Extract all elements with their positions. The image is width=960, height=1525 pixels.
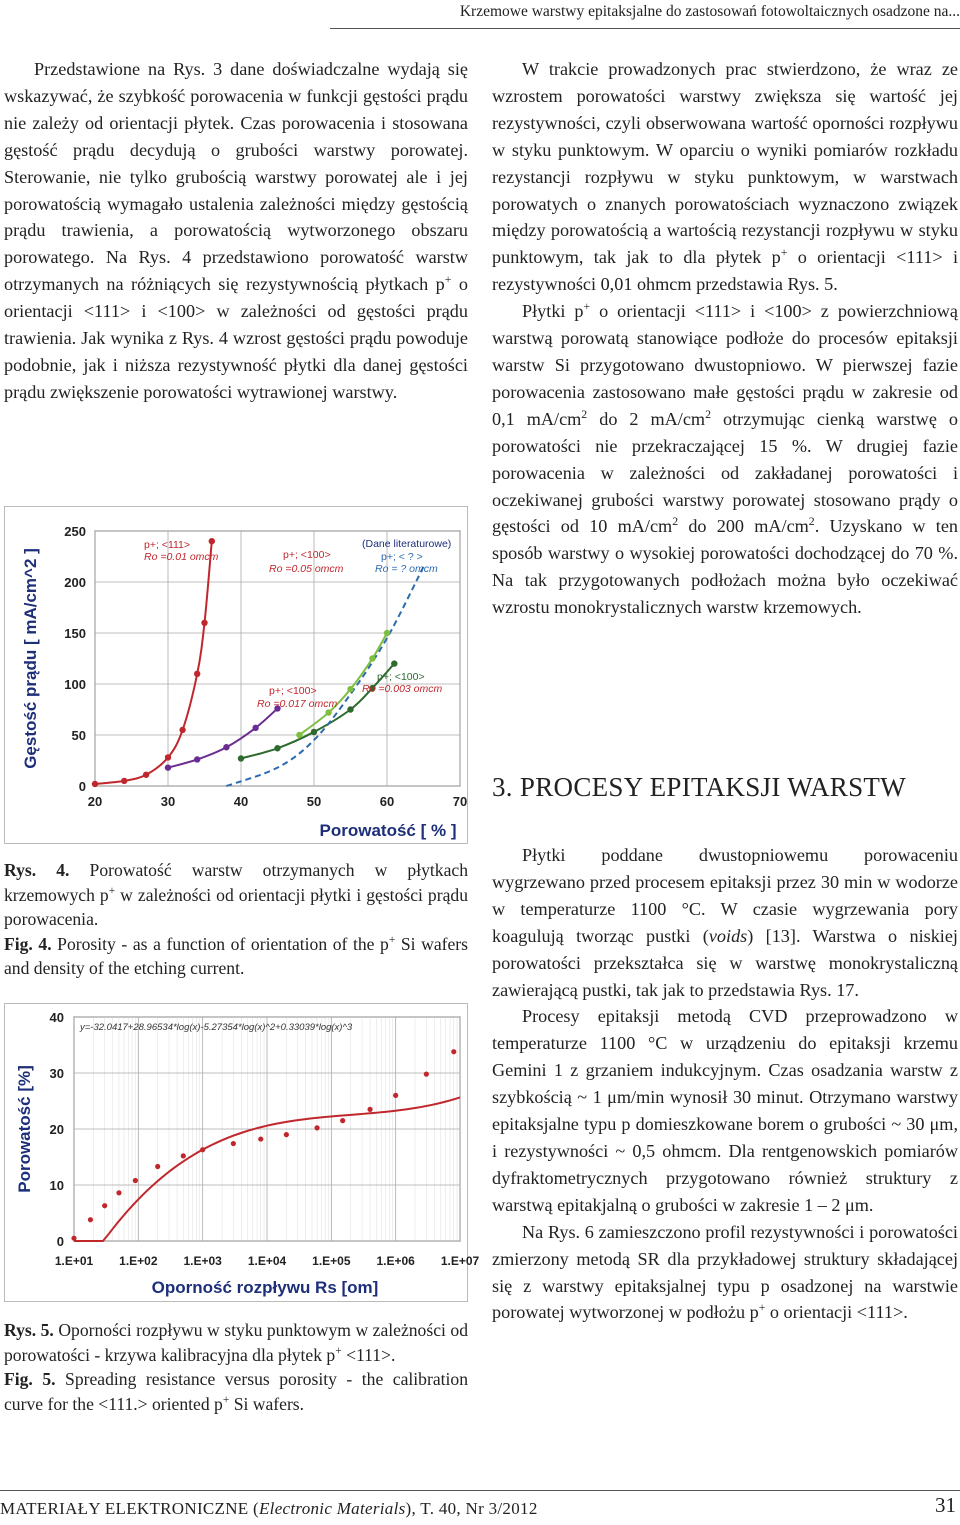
caption-label: Rys. 4.	[4, 860, 70, 880]
porosity-chart	[5, 507, 467, 843]
x-tick-label: 1.E+06	[376, 1254, 415, 1268]
x-tick-label: 30	[160, 794, 176, 809]
caption-text: Si wafers.	[229, 1393, 305, 1414]
data-point	[133, 1178, 138, 1183]
data-point	[369, 655, 375, 661]
text-run: Przedstawione na Rys. 3 dane doświadczalne wydają się wskazywać, że szybkość porowacenia w funkcji gęstości prądu nie zależy od orientacji płytek. Czas porowacenia i stosowana gęstość prądu decydują o grubości warstwy porowatej. Sterowanie, nie tylko grubością warstwy porowatej ale i jej porowatością wymagało ustalenia zależności między gęstością prądu trawienia, a porowatością wytworzonego obszaru porowatego. Na Rys. 4 przedstawiono porowatość warstw otrzymanych na różniących się rezystywnością płytkach p	[4, 59, 468, 295]
x-axis-label: Porowatość [ % ]	[319, 821, 457, 840]
data-point	[92, 781, 98, 787]
superscript: +	[444, 272, 452, 287]
paragraph	[492, 298, 958, 621]
text-run: MATERIAŁY ELEKTRONICZNE (	[0, 1499, 259, 1518]
text-run: . Uzyskano w ten sposób warstwy o wysokiej porowatości dochodzącej do 70 %. Na tak przygotowanych podłożach można było oczekiwać wzrostu monokrystalicznych warstw krzemowych.	[492, 516, 959, 618]
figure-5-caption	[4, 1318, 468, 1416]
text-run: ) [13]. Warstwa o niskiej porowatości przekształca się w warstwę monokrystaliczną zawierającą pustki, tak jak to przedstawia Rys. 17.	[492, 925, 958, 1000]
data-point	[451, 1049, 456, 1054]
data-point	[121, 778, 127, 784]
x-tick-label: 1.E+04	[247, 1254, 287, 1268]
data-point	[194, 756, 200, 762]
series-annotation: p+; <100>	[377, 671, 425, 683]
data-point	[325, 709, 331, 715]
superscript: 2	[705, 406, 711, 421]
data-point	[181, 1153, 186, 1158]
y-tick-label: 0	[78, 779, 86, 794]
text-run: do 200 mA/cm	[678, 516, 809, 537]
caption-label: Fig. 4.	[4, 933, 52, 954]
y-tick-label: 200	[64, 575, 86, 590]
fit-equation: y=-32.0417+28.96534*log(x)-5.27354*log(x)^2+0.33039*log(x)^3	[80, 1022, 353, 1033]
data-point	[155, 1164, 160, 1169]
y-tick-label: 100	[64, 677, 86, 692]
data-point	[347, 706, 353, 712]
spreading-resistance-chart	[5, 1004, 480, 1301]
page-number: 31	[935, 1493, 956, 1517]
x-tick-label: 1.E+02	[119, 1254, 158, 1268]
y-tick-label: 20	[49, 1122, 64, 1137]
x-tick-label: 50	[306, 794, 322, 809]
data-point	[201, 620, 207, 626]
superscript: +	[780, 245, 788, 260]
data-point	[143, 772, 149, 778]
data-point	[165, 764, 171, 770]
y-axis-label: Porowatość [%]	[15, 1065, 34, 1193]
paragraph	[492, 1219, 958, 1327]
data-point	[238, 755, 244, 761]
data-point	[340, 1118, 345, 1123]
data-point	[274, 745, 280, 751]
y-tick-label: 10	[49, 1178, 64, 1193]
x-tick-label: 70	[452, 794, 468, 809]
text-run: ), T. 40, Nr 3/2012	[405, 1499, 538, 1518]
superscript: 2	[581, 406, 588, 421]
caption-text: Spreading resistance versus porosity - the calibration curve for the <111.> oriented p	[4, 1369, 468, 1414]
text-run: o orientacji <111> i <100> w zależności od gęstości prądu trawienia. Jak wynika z Rys. 4 wzrost gęstości prądu powoduje podobnie, jak i niższa rezystywność płytki dla danej gęstości prądu zwiększenie porowatości wytrawionej warstwy.	[4, 274, 469, 402]
x-tick-label: 60	[379, 794, 395, 809]
data-point	[347, 686, 353, 692]
caption-polish	[4, 1318, 468, 1367]
data-point	[296, 732, 302, 738]
data-point	[223, 744, 229, 750]
y-tick-label: 250	[64, 524, 86, 539]
caption-text: Si wafers and density of the etching current.	[4, 933, 468, 978]
caption-text: Porosity - as a function of orientation of the p	[51, 933, 389, 954]
paragraph	[492, 56, 958, 298]
x-tick-label: 20	[87, 794, 103, 809]
x-tick-label: 1.E+01	[54, 1254, 94, 1268]
caption-label: Fig. 5.	[4, 1369, 56, 1389]
text-run: do 2 mA/cm	[587, 408, 706, 429]
data-point	[284, 1132, 289, 1137]
data-point	[165, 754, 171, 760]
series-annotation: p+; <111>	[144, 539, 191, 551]
y-tick-label: 0	[56, 1234, 64, 1249]
data-point	[258, 1136, 263, 1141]
y-axis-label: Gęstość prądu [ mA/cm^2 ]	[21, 548, 40, 769]
series-annotation: (Dane literaturowe)	[362, 538, 452, 550]
x-tick-label: 1.E+05	[312, 1254, 351, 1268]
series-annotation: p+; <100>	[283, 549, 331, 561]
caption-text: Oporności rozpływu w styku punktowym w zależności od porowatości - krzywa kalibracyjna dla płytek p	[4, 1320, 468, 1365]
y-tick-label: 40	[49, 1010, 64, 1025]
data-point	[200, 1147, 205, 1152]
data-point	[252, 725, 258, 731]
caption-label: Rys. 5.	[4, 1320, 54, 1340]
y-tick-label: 30	[49, 1066, 64, 1081]
x-axis-label: Oporność rozpływu Rs [om]	[151, 1278, 379, 1297]
text-run: o orientacji <111>.	[765, 1302, 908, 1323]
left-column-text	[4, 56, 468, 406]
text-run: o orientacji <111> i <100> z powierzchniową warstwą porowatą stanowiące podłoże do procesów epitaksji warstw Si przygotowano dwustopniowo. W pierwszej fazie porowacenia zastosowano małe gęstości prądu w zakresie od 0,1 mA/cm	[492, 301, 959, 429]
figure-4	[4, 506, 468, 844]
data-point	[424, 1072, 429, 1077]
journal-citation	[0, 1499, 538, 1519]
running-title: Krzemowe warstwy epitaksjalne do zastosowań fotowoltaicznych osadzone na...	[459, 3, 960, 20]
y-tick-label: 50	[71, 728, 86, 743]
data-point	[179, 727, 185, 733]
caption-text: w zależności od orientacji płytki i gęstości prądu porowacenia.	[4, 884, 468, 929]
data-point	[311, 729, 317, 735]
series-annotation: Ro =0.01 omcm	[144, 551, 219, 563]
series-annotation: p+; < ? >	[381, 551, 423, 563]
caption-english	[4, 932, 468, 981]
text-run: Płytki poddane dwustopniowemu porowaceniu wygrzewano przed procesem epitaksji przez 30 min w wodorze w temperaturze 1100 °C. W czasie wygrzewania pory koagulują tworząc pustki (	[492, 845, 958, 946]
data-point	[391, 660, 397, 666]
series-annotation: Ro =0.017 omcm	[257, 698, 338, 710]
figure-4-caption	[4, 858, 468, 981]
data-point	[367, 1107, 372, 1112]
data-point	[209, 538, 215, 544]
caption-text: Porowatość warstw otrzymanych w płytkach krzemowych p	[4, 860, 468, 905]
data-point	[71, 1236, 76, 1241]
superscript: +	[108, 884, 116, 897]
data-point	[314, 1125, 319, 1130]
paragraph	[4, 56, 468, 406]
right-column-text	[492, 56, 958, 621]
section-heading: 3. PROCESY EPITAKSJI WARSTW	[492, 772, 906, 802]
running-header	[330, 0, 960, 29]
italic-term: Electronic Materials	[259, 1499, 406, 1518]
series-annotation: Ro =0.003 omcm	[362, 683, 443, 695]
italic-term: voids	[708, 925, 748, 946]
x-tick-label: 40	[233, 794, 249, 809]
page-footer	[0, 1490, 960, 1518]
caption-text: <111>.	[341, 1344, 396, 1365]
text-run: otrzymując cienką warstwę o porowatości nie przekraczającej 15 %. W drugiej fazie porowacenia w zależności od zakładanej porowatości i oczekiwanej grubości warstwy porowatej stosowano prądy o gęstości od 10 mA/cm	[492, 408, 958, 537]
text-run: Na Rys. 6 zamieszczono profil rezystywności i porowatości zmierzony metodą SR dla przykładowej struktury składającej się z warstwy epitaksjalnej typu p osadzonej na warstwie porowatej wytworzonej w podłożu p	[492, 1221, 958, 1323]
data-point	[116, 1190, 121, 1195]
series-annotation: Ro = ? omcm	[375, 563, 438, 575]
paragraph: Procesy epitaksji metodą CVD przeprowadzono w temperaturze 1100 °C w urządzeniu do epitaksji krzemu Gemini 1 z grzaniem indukcyjnym. Czas osadzania warstw z szybkością ~ 1 μm/min wynosił 30 minut. Otrzymano warstwy epitaksjalne typu p domieszkowane borem o grubości ~ 30 μm, i rezystywności ~ 0,5 ohmcm. Dla rentgenowskich pomiarów dyfraktometrycznych przygotowano również struktury z warstwą epitakjalną o grubości w zakresie 1 – 2 μm.	[492, 1006, 958, 1215]
superscript: +	[583, 299, 591, 314]
y-tick-label: 150	[64, 626, 86, 641]
x-tick-label: 1.E+03	[183, 1254, 222, 1268]
data-point	[88, 1217, 93, 1222]
figure-5	[4, 1003, 480, 1302]
text-run: W trakcie prowadzonych prac stwierdzono, że wraz ze wzrostem porowatości warstwy zwiększa się wartość jej rezystywności, czyli obserwowana wartość oporności rozpływu w styku punktowym. W oparciu o wyniki pomiarów rozkładu rezystancji rozpływu w styku punktowym, w warstwach porowatych o znanych porowatościach wyznaczono związek między porowatością a wartością rezystancji rozpływu w styku punktowym, tak jak to dla płytek p	[492, 59, 958, 268]
data-point	[384, 630, 390, 636]
superscript: +	[388, 933, 396, 946]
caption-polish	[4, 858, 468, 932]
series-annotation: p+; <100>	[269, 685, 317, 697]
text-run: Płytki p	[522, 301, 584, 322]
superscript: +	[335, 1344, 342, 1357]
data-point	[102, 1203, 107, 1208]
superscript: 2	[808, 514, 815, 529]
data-point	[194, 671, 200, 677]
series-annotation: Ro =0.05 omcm	[269, 563, 344, 575]
data-point	[393, 1093, 398, 1098]
caption-english	[4, 1367, 468, 1416]
x-tick-label: 1.E+07	[440, 1254, 480, 1268]
superscript: 2	[672, 514, 679, 529]
text-run: o orientacji <111> i rezystywności 0,01 ohmcm przedstawia Rys. 5.	[492, 247, 959, 295]
paragraph	[492, 842, 958, 1003]
superscript: +	[758, 1300, 766, 1315]
superscript: +	[222, 1393, 230, 1406]
data-point	[231, 1141, 236, 1146]
right-column-bottom-text	[492, 842, 958, 1326]
